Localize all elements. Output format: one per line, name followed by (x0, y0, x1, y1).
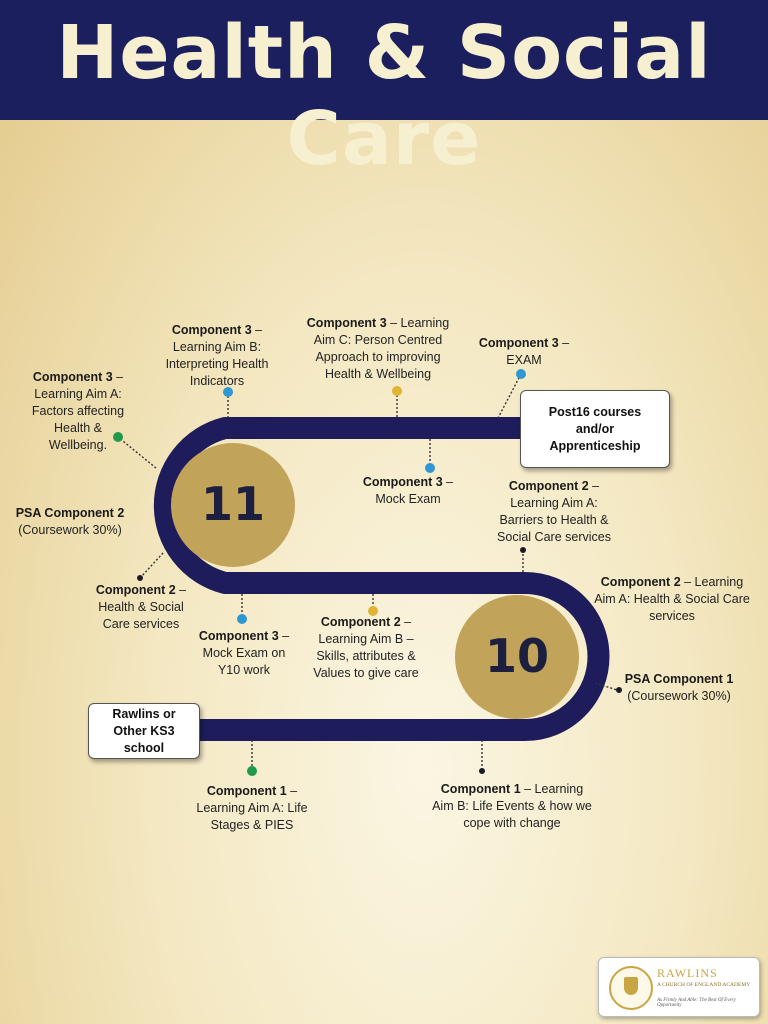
milestone-c2-barriers: Component 2 – Learning Aim A: Barriers to Health & Social Care services (497, 479, 611, 544)
milestone-dot-c1-aim-a (247, 766, 257, 776)
milestone-dot-c2-services (137, 575, 143, 581)
school-crest-icon (609, 966, 653, 1010)
milestone-dot-c3-mock-y10 (237, 614, 247, 624)
year-10-label: 10 (484, 629, 549, 683)
logo-name: RAWLINS (657, 966, 718, 980)
milestone-dot-c1-aim-b (479, 768, 485, 774)
year-11-label: 11 (200, 477, 265, 531)
milestone-c3-mock-y10: Component 3 – Mock Exam on Y10 work (198, 629, 290, 677)
milestone-c3-exam: Component 3 – EXAM (478, 336, 570, 367)
logo-subtitle: A CHURCH OF ENGLAND ACADEMY (657, 982, 751, 988)
logo-motto: As Firmly And Able: The Best Of Every Opportunity (657, 998, 736, 1008)
finish-box (520, 390, 670, 468)
milestone-c3-aim-a: Component 3 – Learning Aim A: Factors affecting Health & Wellbeing. (31, 370, 125, 452)
milestone-c1-aim-b: Component 1 – Learning Aim B: Life Events & how we cope with change (432, 782, 592, 830)
milestone-psa-c1: PSA Component 1 (Coursework 30%) (624, 672, 734, 703)
milestone-dot-c2-barriers (520, 547, 526, 553)
milestone-c1-aim-a: Component 1 – Learning Aim A: Life Stages & PIES (196, 784, 308, 832)
milestone-psa-c2: PSA Component 2 (Coursework 30%) (15, 506, 125, 537)
finish-box-label: Post16 courses and/or Apprenticeship (548, 404, 642, 453)
start-box-label: Rawlins or Other KS3 school (112, 706, 176, 755)
milestone-dot-c3-mock (425, 463, 435, 473)
milestone-c2-aim-b: Component 2 – Learning Aim B – Skills, attributes & Values to give care (313, 615, 419, 680)
milestone-dot-c3-exam (516, 369, 526, 379)
milestone-dot-c3-aim-c (392, 386, 402, 396)
school-logo (598, 957, 760, 1017)
milestone-c3-aim-b: Component 3 – Learning Aim B: Interpreting Health Indicators (165, 323, 269, 388)
start-box (88, 703, 200, 759)
milestone-c2-services: Component 2 – Health & Social Care services (95, 583, 187, 631)
milestone-c3-mock: Component 3 – Mock Exam (362, 475, 454, 506)
page-title: Health & Social Care (56, 10, 712, 182)
milestone-c3-aim-c: Component 3 – Learning Aim C: Person Centred Approach to improving Health & Wellbeing (306, 316, 450, 381)
milestone-c2-aim-a: Component 2 – Learning Aim A: Health & Social Care services (594, 575, 750, 623)
